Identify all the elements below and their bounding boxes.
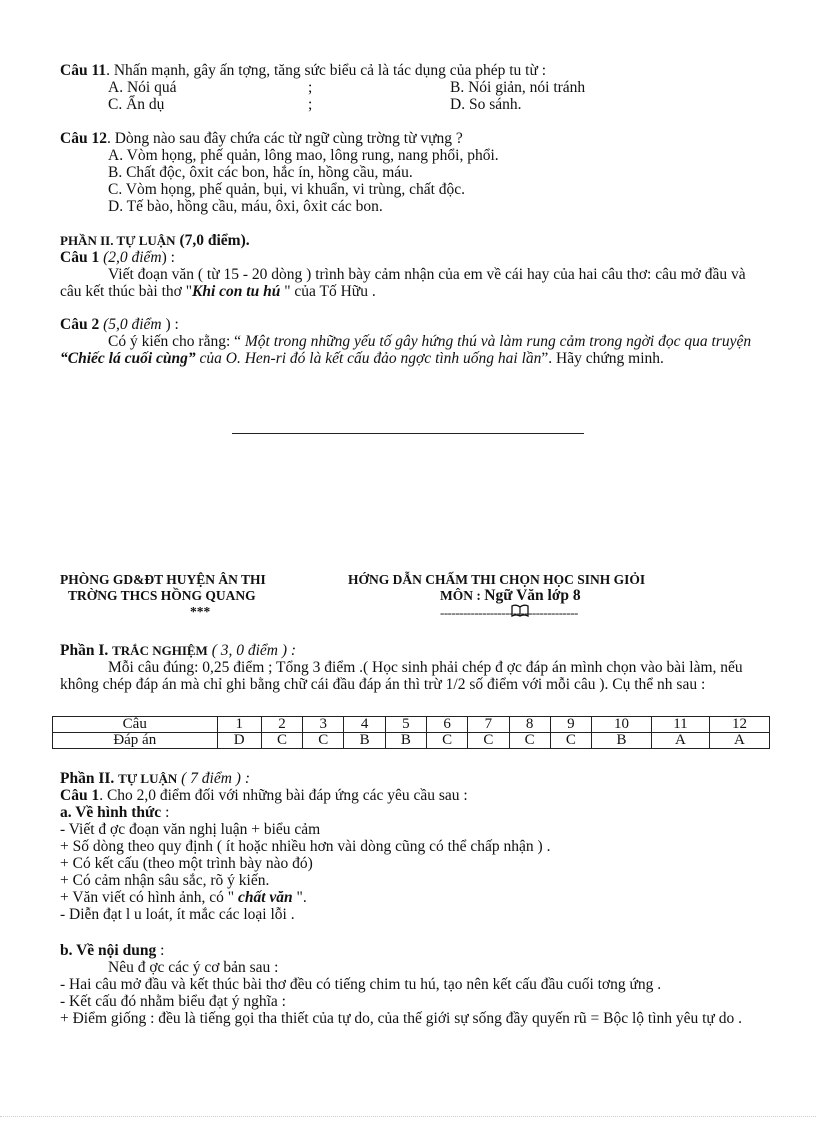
stars: *** bbox=[190, 604, 211, 619]
q11-text: . Nhấn mạnh, gây ấn tợng, tăng sức biểu cả là tác dụng của phép tu từ : bbox=[106, 62, 547, 79]
table-cell: 11 bbox=[651, 717, 709, 733]
essay-q2 bbox=[60, 316, 760, 367]
essay-heading: PHẦN II. TỰ LUẬN (7,0 điểm). bbox=[60, 232, 250, 249]
essay-q1-header: Câu 1 (2,0 điểm) : bbox=[60, 249, 175, 266]
subject-line: MÔN : Ngữ Văn lớp 8 bbox=[440, 587, 581, 604]
question-12 bbox=[60, 130, 760, 215]
answer-part-2-heading: Phần II. TỰ LUẬN ( 7 điểm ) : bbox=[60, 770, 251, 787]
table-cell: 2 bbox=[261, 717, 302, 733]
answer-part-1-text: Mỗi câu đúng: 0,25 điểm ; Tổng 3 điểm .( Học sinh phải chép đ ợc đáp án mình chọn vào bài làm, nếu không chép đáp án mà chỉ ghi bằng chữ cái đầu đáp án thì trừ 1/2 số điểm với mỗi câu ). Cụ thể nh sau : bbox=[60, 659, 743, 693]
table-cell: 8 bbox=[509, 717, 550, 733]
table-cell: A bbox=[709, 733, 769, 749]
q11-label: Câu 11 bbox=[60, 62, 107, 79]
form-item: - Diễn đạt l u loát, ít mắc các loại lỗi . bbox=[60, 906, 295, 923]
table-header-cell: Câu bbox=[53, 717, 218, 733]
q11-option-a: A. Nói quá bbox=[108, 79, 177, 96]
content-item: - Hai câu mở đầu và kết thúc bài thơ đều có tiếng chim tu hú, tạo nên kết cấu đầu cuối tơng ứng . bbox=[60, 976, 662, 993]
table-header-cell: Đáp án bbox=[53, 733, 218, 749]
form-item: + Số dòng theo quy định ( ít hoặc nhiều hơn vài dòng cũng có thể chấp nhận ) . bbox=[60, 838, 551, 855]
table-row bbox=[53, 733, 770, 749]
question-11 bbox=[60, 62, 760, 113]
q12-text: . Dòng nào sau đây chứa các từ ngữ cùng trờng từ vựng ? bbox=[106, 130, 463, 147]
department-name: PHÒNG GD&ĐT HUYỆN ÂN THI bbox=[60, 572, 266, 587]
table-cell: 10 bbox=[592, 717, 652, 733]
q11-option-c: C. Ẩn dụ bbox=[108, 96, 165, 113]
answer-key-header bbox=[348, 572, 768, 604]
table-cell: 4 bbox=[344, 717, 385, 733]
essay-q2-header: Câu 2 (5,0 điểm ) : bbox=[60, 316, 179, 333]
dashed-underline: ------------------------------------ bbox=[440, 605, 578, 620]
table-cell: C bbox=[509, 733, 550, 749]
q12-label: Câu 12 bbox=[60, 130, 107, 147]
page-bottom-border bbox=[0, 1116, 816, 1117]
q12-option-a: A. Vòm họng, phế quản, lông mao, lông rung, nang phổi, phổi. bbox=[108, 147, 499, 164]
q12-option-d: D. Tế bào, hồng cầu, máu, ôxi, ôxit các bon. bbox=[108, 198, 383, 215]
form-item: + Có cảm nhận sâu sắc, rõ ý kiến. bbox=[60, 872, 270, 889]
content-intro: Nêu đ ợc các ý cơ bản sau : bbox=[108, 959, 279, 976]
form-heading: a. Về hình thức : bbox=[60, 804, 170, 821]
q11-separator: ; bbox=[308, 96, 313, 113]
answer-key-title: HỚNG DẪN CHẤM THI CHỌN HỌC SINH GIỎI bbox=[348, 572, 646, 587]
table-cell: A bbox=[651, 733, 709, 749]
table-cell: 5 bbox=[385, 717, 426, 733]
content-heading: b. Về nội dung : bbox=[60, 942, 165, 959]
q11-options-row-1 bbox=[60, 79, 760, 96]
form-item: + Có kết cấu (theo một trình bày nào đó) bbox=[60, 855, 313, 872]
table-cell: 9 bbox=[550, 717, 591, 733]
table-cell: C bbox=[550, 733, 591, 749]
table-cell: 7 bbox=[468, 717, 509, 733]
q11-separator: ; bbox=[308, 79, 313, 96]
q12-option-c: C. Vòm họng, phế quản, bụi, vi khuẩn, vi trùng, chất độc. bbox=[108, 181, 466, 198]
essay-q1-text: Viết đoạn văn ( từ 15 - 20 dòng ) trình bày cảm nhận của em về cái hay của hai câu thơ: câu mở đầu và câu kết thúc bài thơ "Khi con tu hú " của Tố Hữu . bbox=[60, 266, 746, 300]
table-cell: C bbox=[261, 733, 302, 749]
table-cell: B bbox=[344, 733, 385, 749]
content-item: + Điểm giống : đều là tiếng gọi tha thiết của tự do, của thế giới sự sống đầy quyến rũ = Bộc lộ tình yêu tự do . bbox=[60, 1010, 742, 1027]
form-item: - Viết đ ợc đoạn văn nghị luận + biểu cảm bbox=[60, 821, 321, 838]
table-cell: B bbox=[385, 733, 426, 749]
book-icon bbox=[510, 604, 530, 618]
form-item: + Văn viết có hình ảnh, có " chất văn ". bbox=[60, 889, 307, 906]
q11-option-d: D. So sánh. bbox=[450, 96, 522, 113]
table-cell: 12 bbox=[709, 717, 769, 733]
answer-table bbox=[52, 716, 770, 749]
q12-option-b: B. Chất độc, ôxit các bon, hắc ín, hồng cầu, máu. bbox=[108, 164, 413, 181]
answer-part-1-heading: Phần I. TRẮC NGHIỆM ( 3, 0 điểm ) : bbox=[60, 642, 297, 659]
table-cell: 3 bbox=[303, 717, 344, 733]
answer-q1-line: Câu 1. Cho 2,0 điểm đối với những bài đáp ứng các yêu cầu sau : bbox=[60, 787, 468, 804]
table-cell: 6 bbox=[426, 717, 467, 733]
table-cell: C bbox=[468, 733, 509, 749]
table-row bbox=[53, 717, 770, 733]
q11-options-row-2 bbox=[60, 96, 760, 113]
table-cell: C bbox=[426, 733, 467, 749]
table-cell: C bbox=[303, 733, 344, 749]
table-cell: D bbox=[217, 733, 261, 749]
answer-part-1 bbox=[60, 642, 760, 693]
table-cell: B bbox=[592, 733, 652, 749]
table-cell: 1 bbox=[217, 717, 261, 733]
divider bbox=[232, 433, 584, 434]
content-section bbox=[60, 942, 760, 1027]
essay-q2-text: Có ý kiến cho rằng: “ Một trong những yếu tố gây hứng thú và làm rung cảm trong ngời đọc qua truyện “Chiếc lá cuối cùng” của O. Hen-ri đó là kết cấu đảo ngợc tình uống hai lần”. Hãy chứng minh. bbox=[60, 333, 752, 367]
school-name: TRỜNG THCS HỒNG QUANG bbox=[68, 588, 256, 603]
essay-section bbox=[60, 232, 760, 300]
q11-option-b: B. Nói giản, nói tránh bbox=[450, 79, 586, 96]
answer-part-2 bbox=[60, 770, 760, 923]
content-item: - Kết cấu đó nhằm biểu đạt ý nghĩa : bbox=[60, 993, 286, 1010]
school-header bbox=[60, 572, 360, 620]
